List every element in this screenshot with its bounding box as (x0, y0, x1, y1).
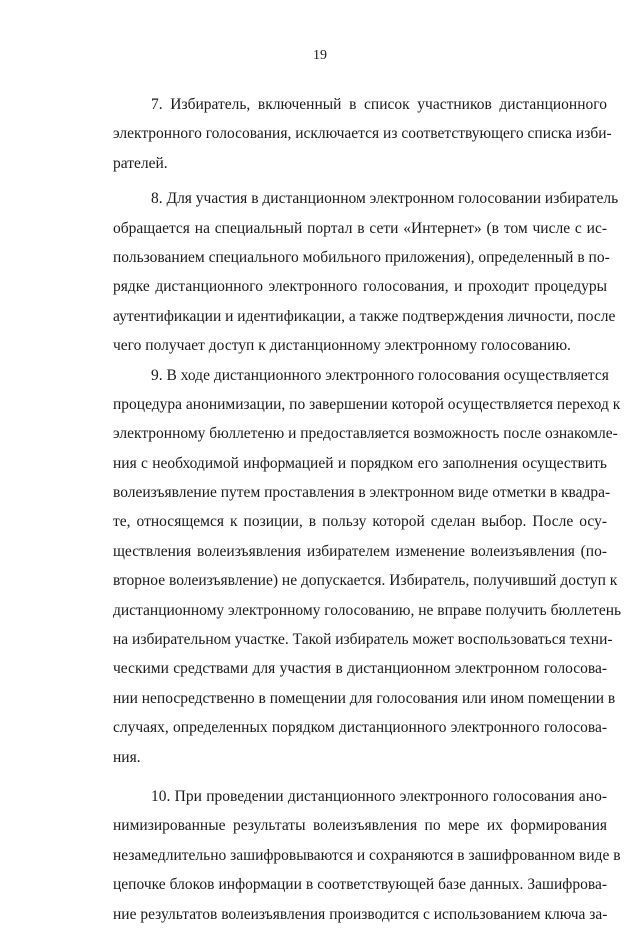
page-number: 19 (313, 48, 327, 63)
text-line: ние результатов волеизъявления производится с использованием ключа за- (113, 905, 608, 923)
paragraph-9 (113, 361, 622, 772)
text-line: аутентификации и идентификации, а также подтверждения личности, после (113, 307, 616, 325)
text-line: вторное волеизъявление) не допускается. Избиратель, получивший доступ к (113, 572, 618, 590)
text-line: 8. Для участия в дистанционном электронном голосовании избиратель (151, 190, 619, 208)
text-line: ния с необходимой информацией и порядком его заполнения осуществить (113, 454, 607, 472)
text-line: 7. Избиратель, включенный в список участников дистанционного (151, 96, 607, 113)
text-line: нимизированные результаты волеизъявления по мере их формирования (113, 817, 607, 835)
text-line: ческими средствами для участия в дистанционном электронном голосова- (113, 660, 607, 678)
text-line: обращается на специальный портал в сети «Интернет» (в том числе с ис- (113, 219, 607, 237)
paragraph-7 (113, 90, 612, 178)
text-line: 9. В ходе дистанционного электронного голосования осуществляется (151, 366, 609, 384)
text-line: нии непосредственно в помещении для голосования или ином помещении в (113, 689, 616, 707)
text-line: рателей. (113, 154, 168, 172)
text-line: пользованием специального мобильного приложения), определенный в по- (113, 248, 610, 266)
text-line: на избирательном участке. Такой избиратель может воспользоваться техни- (113, 631, 613, 649)
text-line: незамедлительно зашифровываются и сохраняются в зашифрованном виде в (113, 846, 621, 864)
text-line: дистанционному электронному голосованию, не вправе получить бюллетень (113, 601, 622, 619)
text-line: те, относящемся к позиции, в пользу которой сделан выбор. После осу- (113, 513, 607, 531)
text-line: процедура анонимизации, по завершении которой осуществляется переход к (113, 395, 621, 413)
text-line: случаях, определенных порядком дистанционного электронного голосова- (113, 719, 607, 737)
text-line: волеизъявление путем проставления в электронном виде отметки в квадра- (113, 484, 611, 502)
paragraph-8 (113, 184, 619, 360)
paragraph-10 (113, 782, 621, 929)
text-line: электронного голосования, исключается из соответствующего списка изби- (113, 125, 612, 143)
text-line: рядке дистанционного электронного голосования, и проходит процедуры (113, 278, 607, 296)
text-line: чего получает доступ к дистанционному электронному голосованию. (113, 337, 571, 355)
text-line: 10. При проведении дистанционного электронного голосования ано- (151, 787, 607, 805)
text-line: электронному бюллетеню и предоставляется возможность после ознакомле- (113, 425, 618, 443)
text-line: цепочке блоков информации в соответствующей базе данных. Зашифрова- (113, 876, 607, 894)
text-line: ния. (113, 748, 141, 766)
document-body (113, 90, 622, 929)
text-line: ществления волеизъявления избирателем изменение волеизъявления (по- (113, 542, 607, 560)
